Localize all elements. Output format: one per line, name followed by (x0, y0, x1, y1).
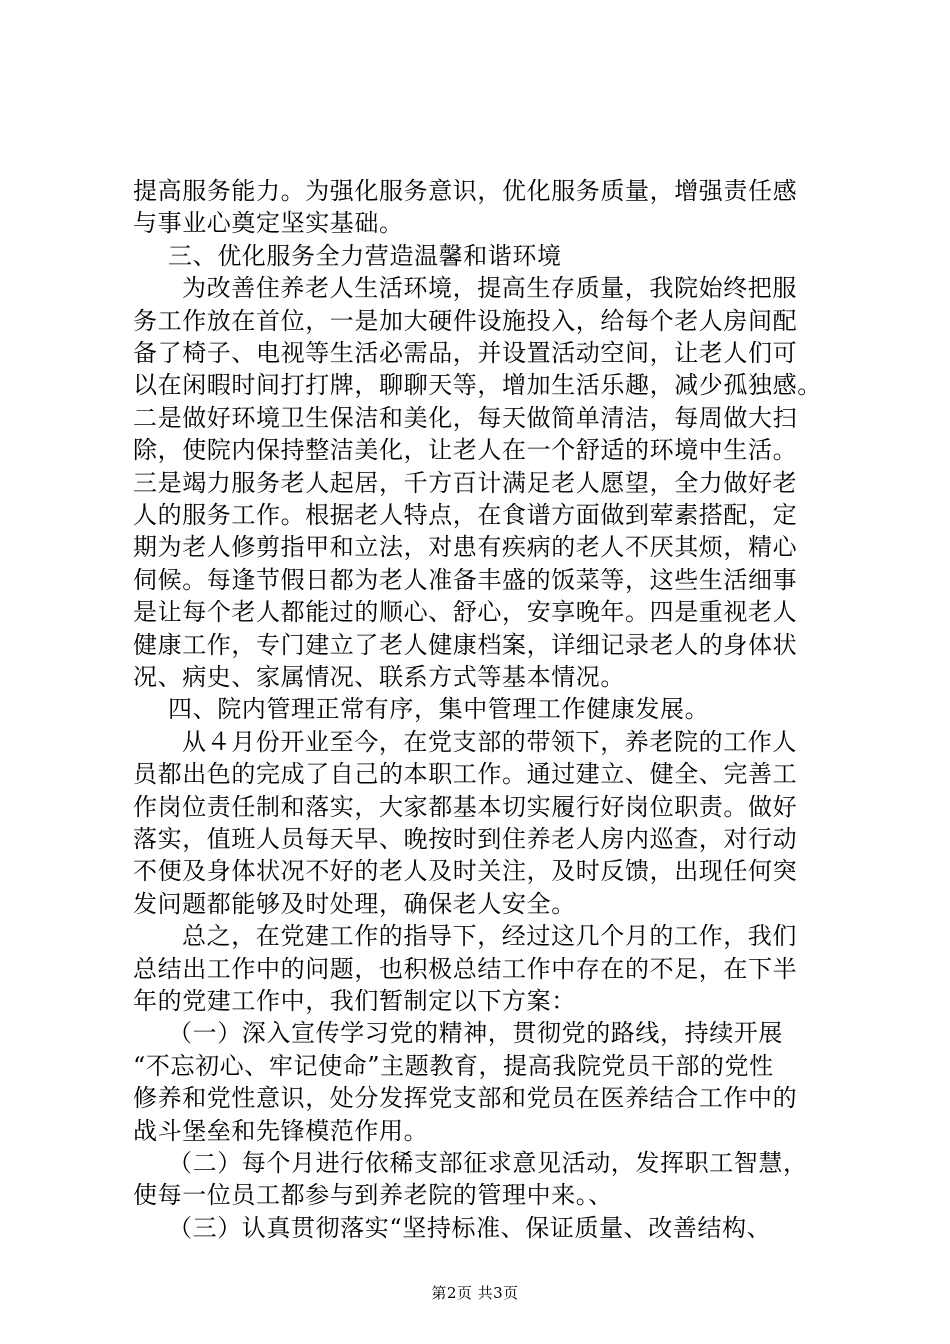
section-heading: 四、院内管理正常有序，集中管理工作健康发展。 (168, 695, 710, 723)
text-line: “不忘初心、牢记使命”主题教育，提高我院党员干部的党性 (133, 1052, 774, 1080)
list-item: （三）认真贯彻落实“坚持标准、保证质量、改善结构、 (168, 1214, 772, 1242)
text-line: 以在闲暇时间打打牌，聊聊天等，增加生活乐趣，减少孤独感。 (133, 371, 822, 399)
text-line: 与事业心奠定坚实基础。 (133, 209, 404, 237)
text-line: 况、病史、家属情况、联系方式等基本情况。 (133, 663, 625, 691)
text-line: 总结出工作中的问题，也积极总结工作中存在的不足，在下半 (133, 955, 798, 983)
page-footer: 第2页 共3页 (431, 1284, 519, 1302)
text-line: 期为老人修剪指甲和立法，对患有疾病的老人不厌其烦，精心 (133, 533, 798, 561)
text-line: 提高服务能力。为强化服务意识，优化服务质量，增强责任感 (133, 177, 798, 205)
text-line: 除，使院内保持整洁美化，让老人在一个舒适的环境中生活。 (133, 436, 798, 464)
text-line: 发问题都能够及时处理，确保老人安全。 (133, 890, 576, 918)
text-line: 不便及身体状况不好的老人及时关注，及时反馈，出现任何突 (133, 857, 798, 885)
text-line: 总之，在党建工作的指导下，经过这几个月的工作，我们 (182, 922, 797, 950)
text-line: 员都出色的完成了自己的本职工作。通过建立、健全、完善工 (133, 760, 798, 788)
text-line: 年的党建工作中，我们暂制定以下方案： (133, 987, 576, 1015)
section-heading: 三、优化服务全力营造温馨和谐环境 (168, 242, 562, 270)
list-item: （二）每个月进行依稀支部征求意见活动，发挥职工智慧， (168, 1149, 808, 1177)
text-line: 作岗位责任制和落实，大家都基本切实履行好岗位职责。做好 (133, 793, 798, 821)
text-line: 从４月份开业至今，在党支部的带领下，养老院的工作人 (182, 728, 797, 756)
text-line: 健康工作，专门建立了老人健康档案，详细记录老人的身体状 (133, 631, 798, 659)
text-line: 伺候。每逢节假日都为老人准备丰盛的饭菜等，这些生活细事 (133, 566, 798, 594)
text-line: 人的服务工作。根据老人特点，在食谱方面做到荤素搭配，定 (133, 501, 798, 529)
text-line: 是让每个老人都能过的顺心、舒心，安享晚年。四是重视老人 (133, 598, 798, 626)
text-line: 为改善住养老人生活环境，提高生存质量，我院始终把服 (182, 274, 797, 302)
text-line: 使每一位员工都参与到养老院的管理中来。、 (133, 1181, 613, 1209)
text-line: 战斗堡垒和先锋模范作用。 (133, 1117, 429, 1145)
text-line: 三是竭力服务老人起居，千方百计满足老人愿望，全力做好老 (133, 469, 798, 497)
list-item: （一）深入宣传学习党的精神，贯彻党的路线，持续开展 (168, 1019, 783, 1047)
text-line: 二是做好环境卫生保洁和美化，每天做简单清洁，每周做大扫 (133, 404, 798, 432)
text-line: 修养和党性意识，处分发挥党支部和党员在医养结合工作中的 (133, 1084, 798, 1112)
text-line: 备了椅子、电视等生活必需品，并设置活动空间，让老人们可 (133, 339, 798, 367)
text-line: 落实，值班人员每天早、晚按时到住养老人房内巡查，对行动 (133, 825, 798, 853)
text-line: 务工作放在首位，一是加大硬件设施投入，给每个老人房间配 (133, 307, 798, 335)
